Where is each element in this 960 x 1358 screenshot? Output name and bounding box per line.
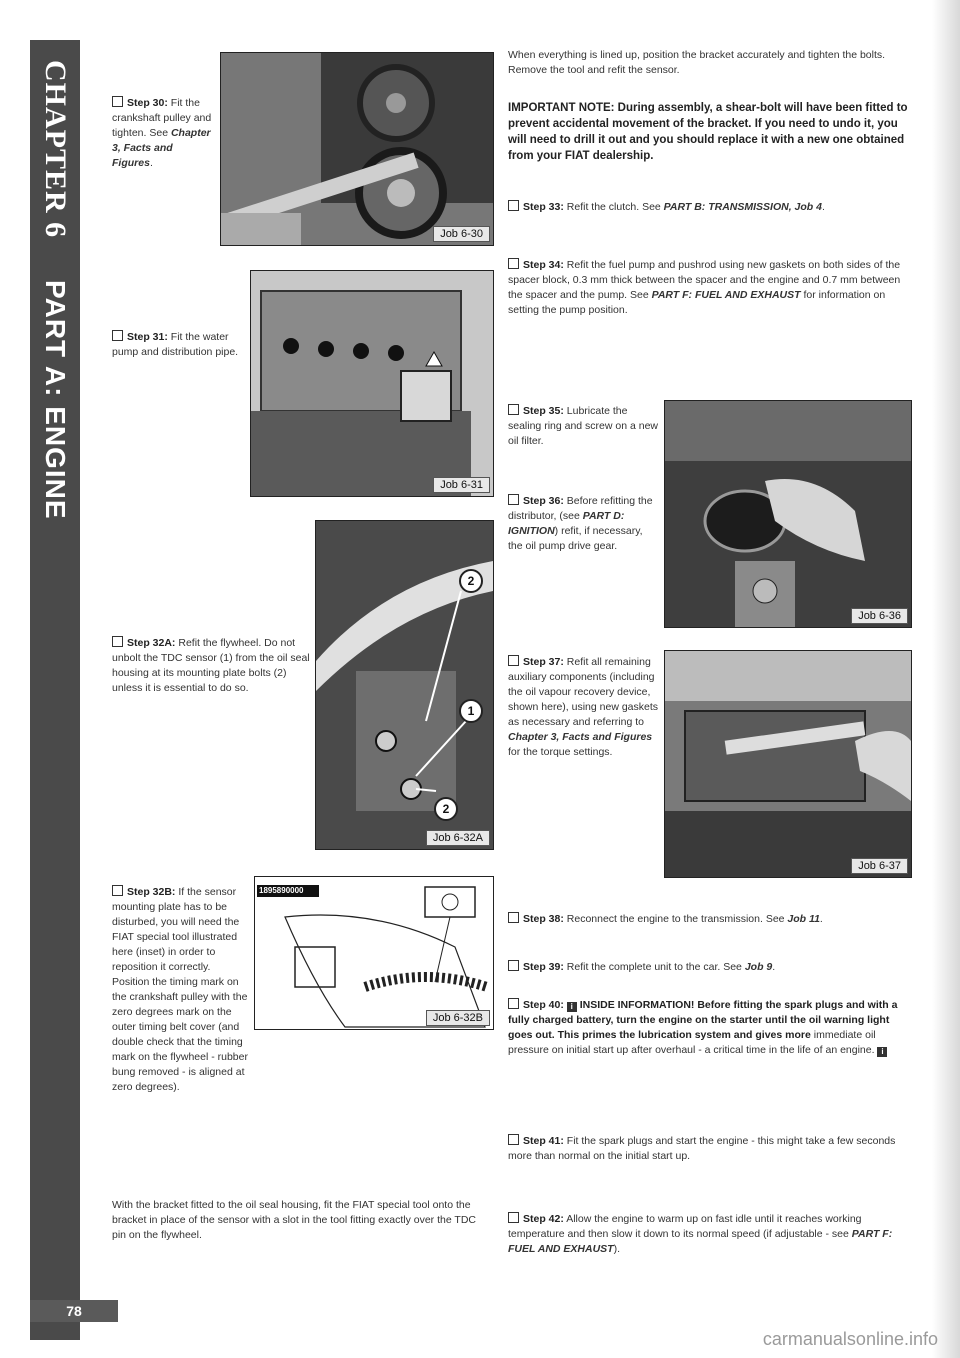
step-37-text: Step 37: Refit all remaining auxiliary components (including the oil vapour recovery device, shown here), using new gaskets as necessary and referring to Chapter 3, Facts and Figures for the torque settings. [508, 656, 658, 758]
scan-shadow [932, 0, 960, 1358]
bracket-paragraph: With the bracket fitted to the oil seal housing, fit the FIAT special tool onto the bracket in place of the sensor with a slot in the tool fitting exactly over the TDC pin on the flywheel. [112, 1199, 476, 1241]
chapter-tab-text [30, 40, 80, 1340]
checkbox-icon [112, 96, 123, 107]
part-title: PART A: ENGINE [40, 280, 71, 520]
step-36-text: Step 36: Before refitting the distributor, (see PART D: IGNITION) refit, if necessary, the oil pump drive gear. [508, 495, 653, 552]
caption-job-6-36: Job 6-36 [851, 608, 908, 624]
step-40-text: Step 40: i INSIDE INFORMATION! Before fitting the spark plugs and with a fully charged battery, turn the engine on the starter until the oil warning light goes out. This primes the lubrication system and gives more immediate oil pressure on initial start up after overhaul - a critical time in the life of an engine. i [508, 999, 898, 1056]
checkbox-icon [508, 404, 519, 415]
step-39-text: Step 39: Refit the complete unit to the car. See Job 9. [508, 960, 908, 975]
step-34-text: Step 34: Refit the fuel pump and pushrod using new gaskets on both sides of the spacer block, 0.3 mm thick between the spacer and the engine and 0.7 mm between the spacer and the pump. See PART F: FUEL AND EXHAUST for information on setting the pump position. [508, 259, 901, 316]
chapter-title: CHAPTER 6 [39, 60, 72, 239]
step-32b-text-narrow: Step 32B: If the sensor mounting plate has to be disturbed, you will need the FIAT special tool illustrated here (inset) in order to reposition it correctly. Position the timing mark on the crankshaft pulley with the zero degrees mark on the outer timing belt cover (and double check that the timing mark on the flywheel - rubber bung removed - is aligned at zero degrees). [112, 886, 248, 1093]
diagram-job-6-32b [254, 876, 494, 1030]
checkbox-icon [508, 912, 519, 923]
checkbox-icon [112, 885, 123, 896]
page-number: 78 [30, 1300, 118, 1322]
caption-job-6-37: Job 6-37 [851, 858, 908, 874]
photo-job-6-32a [315, 520, 494, 850]
step-35-text: Step 35: Lubricate the sealing ring and screw on a new oil filter. [508, 405, 659, 447]
callout-2-bottom: 2 [434, 797, 458, 821]
callout-1: 1 [459, 699, 483, 723]
photo-job-6-36 [664, 400, 912, 628]
photo-job-6-37 [664, 650, 912, 878]
checkbox-icon [112, 636, 123, 647]
checkbox-icon [508, 258, 519, 269]
step-31-text: Step 31: Fit the water pump and distribution pipe. [112, 331, 239, 358]
step-41-text: Step 41: Fit the spark plugs and start the engine - this might take a few seconds more than normal on the initial start up. [508, 1135, 896, 1162]
step-32a-text: Step 32A: Refit the flywheel. Do not unbolt the TDC sensor (1) from the oil seal housing at its mounting plate bolts (2) unless it is essential to do so. [112, 637, 310, 694]
caption-job-6-30: Job 6-30 [433, 226, 490, 242]
info-icon: i [567, 1002, 577, 1012]
checkbox-icon [508, 1212, 519, 1223]
step-30-text: Step 30: Fit the crankshaft pulley and tighten. See Chapter 3, Facts and Figures. [112, 97, 212, 169]
checkbox-icon [508, 998, 519, 1009]
checkbox-icon [508, 1134, 519, 1145]
caption-job-6-32a: Job 6-32A [426, 830, 490, 846]
caption-job-6-31: Job 6-31 [433, 477, 490, 493]
callout-2-top: 2 [459, 569, 483, 593]
checkbox-icon [508, 960, 519, 971]
watermark: carmanualsonline.info [762, 1329, 938, 1349]
important-note: IMPORTANT NOTE: During assembly, a shear-bolt will have been fitted to prevent accidental movement of the bracket. If you need to undo it, you will need to drill it out and you should replace it with a new one obtained from your FIAT dealership. [508, 102, 908, 162]
checkbox-icon [508, 200, 519, 211]
checkbox-icon [508, 655, 519, 666]
step-38-text: Step 38: Reconnect the engine to the transmission. See Job 11. [508, 912, 908, 927]
part-number: 1895890000 [259, 886, 304, 895]
caption-job-6-32b: Job 6-32B [426, 1010, 490, 1026]
info-icon: i [877, 1047, 887, 1057]
checkbox-icon [112, 330, 123, 341]
checkbox-icon [508, 494, 519, 505]
intro-paragraph: When everything is lined up, position the bracket accurately and tighten the bolts. Remove the tool and refit the sensor. [508, 49, 886, 76]
photo-job-6-31 [250, 270, 494, 497]
step-42-text: Step 42: Allow the engine to warm up on fast idle until it reaches working temperature and then slow it down to its normal speed (if adjustable - see PART F: FUEL AND EXHAUST). [508, 1213, 893, 1255]
photo-job-6-30 [220, 52, 494, 246]
step-33-text: Step 33: Refit the clutch. See PART B: TRANSMISSION, Job 4. [508, 200, 908, 215]
